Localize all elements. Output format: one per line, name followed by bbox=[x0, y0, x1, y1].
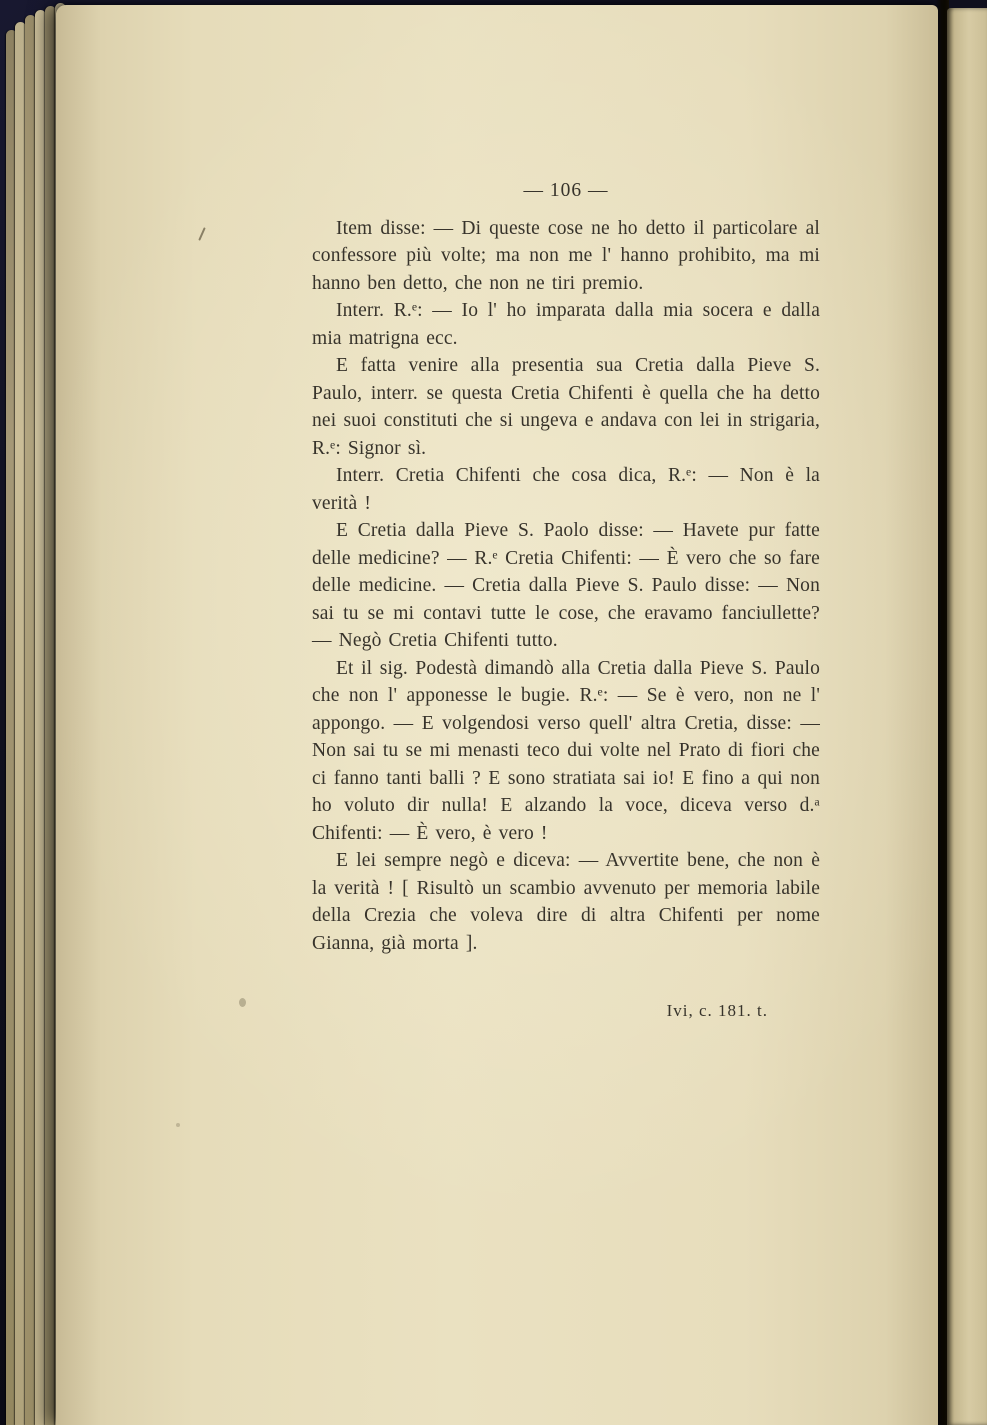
body-paragraph: Et il sig. Podestà dimandò alla Cretia dalla Pieve S. Paulo che non l' apponesse le bugie. R.ᵉ: — Se è vero, non ne l' appongo. — E volgendosi verso quell' altra Cretia, disse: — Non sai tu se mi menasti teco dui volte nel Prato di fiori che ci fanno tanti balli ? E sono stratiata sai io! E fino a qui non ho voluto dir nulla! E alzando la voce, diceva verso d.ᵃ Chifenti: — È vero, è vero ! bbox=[312, 657, 820, 844]
paper-speck bbox=[198, 227, 206, 241]
paper-speck bbox=[176, 1123, 180, 1127]
page-number: — 106 — bbox=[523, 180, 609, 201]
body-paragraph: E fatta venire alla presentia sua Cretia dalla Pieve S. Paulo, interr. se questa Cretia Chifenti è quella che ha detto nei suoi constituti che si ungeva e andava con lei in strigaria, R.ᵉ: Signor sì. bbox=[312, 355, 820, 459]
book-page bbox=[56, 5, 938, 1425]
next-page-edge bbox=[947, 8, 987, 1425]
footer-citation: Ivi, c. 181. t. bbox=[666, 1001, 768, 1020]
body-paragraph: Item disse: — Di queste cose ne ho detto il particolare al confessore più volte; ma non me l' hanno prohibito, ma mi hanno ben detto, che non ne tiri premio. bbox=[312, 217, 820, 294]
page-text-block bbox=[312, 177, 820, 1025]
body-paragraph: Interr. R.ᵉ: — Io l' ho imparata dalla mia socera e dalla mia matrigna ecc. bbox=[312, 300, 820, 349]
body-paragraph: Interr. Cretia Chifenti che cosa dica, R.ᵉ: — Non è la verità ! bbox=[312, 465, 820, 514]
body-paragraph: E lei sempre negò e diceva: — Avvertite bene, che non è la verità ! [ Risultò un scambio avvenuto per memoria labile della Crezia che voleva dire di altra Chifenti per nome Gianna, già morta ]. bbox=[312, 850, 820, 954]
body-paragraph: E Cretia dalla Pieve S. Paolo disse: — Havete pur fatte delle medicine? — R.ᵉ Cretia Chifenti: — È vero che so fare delle medicine. — Cretia dalla Pieve S. Paulo disse: — Non sai tu se mi contavi tutte le cose, che eravamo fanciullette? — Negò Cretia Chifenti tutto. bbox=[312, 520, 820, 651]
paper-speck bbox=[239, 998, 246, 1007]
